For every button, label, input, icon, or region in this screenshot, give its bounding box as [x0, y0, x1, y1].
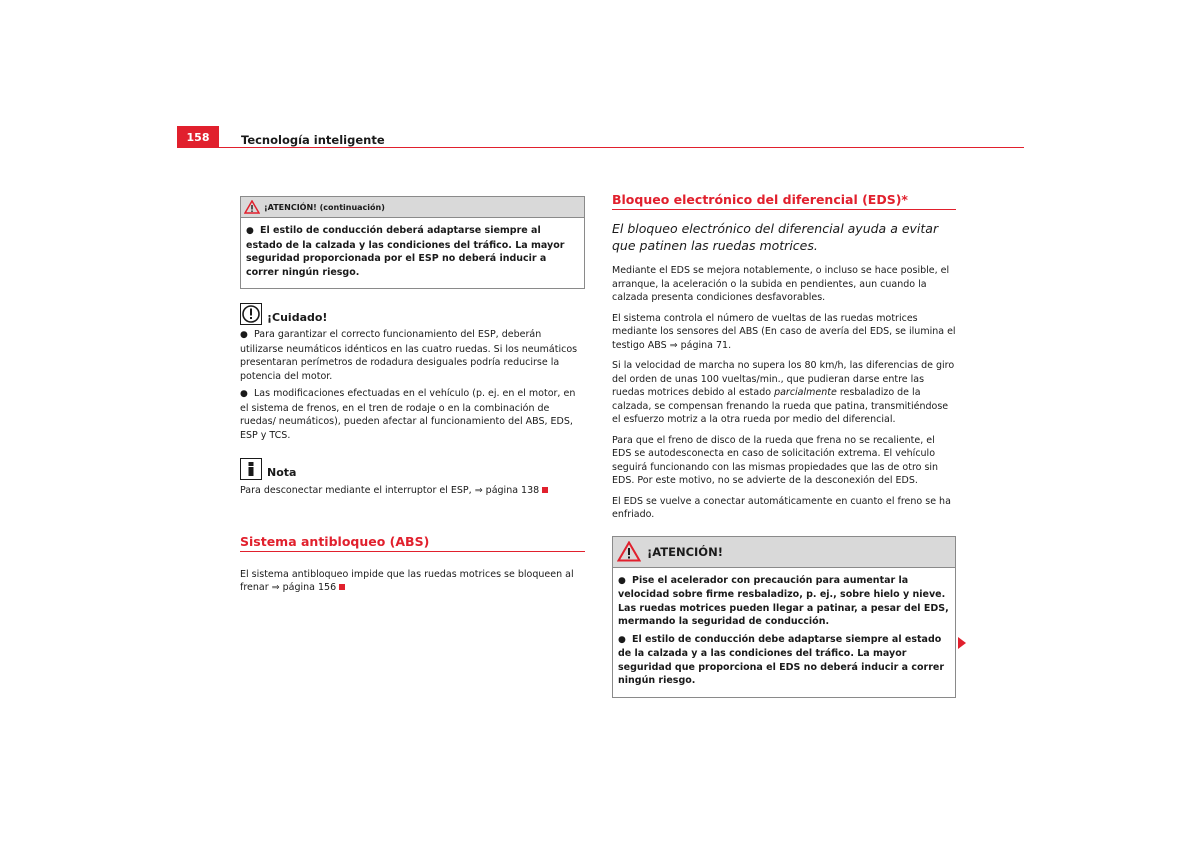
bullet: ● — [240, 330, 248, 340]
end-of-section-mark — [339, 584, 345, 590]
warning-body — [613, 568, 955, 697]
eds-paragraph-4: Para que el freno de disco de la rueda que frena no se recaliente, el EDS se autodesconecta en caso de solicitación extrema. El vehículo seguirá funcionando con las mismas propiedades que las de otro sin EDS. Por este motivo, no se advierte de la desconexión del EDS. — [612, 434, 939, 486]
bullet: ● — [246, 226, 254, 236]
eds-lead: El bloqueo electrónico del diferencial ayuda a evitar que patinen las ruedas motrices. — [612, 221, 939, 253]
caution-item — [240, 328, 585, 383]
note-header — [240, 458, 585, 480]
caution-header — [240, 303, 585, 325]
section-title-abs: Sistema antibloqueo (ABS) — [240, 534, 585, 552]
eds-paragraph-2: El sistema controla el número de vueltas de las ruedas motrices mediante los sensores del ABS (En caso de avería del EDS, se ilumina el testigo ABS ⇒ página 71. — [612, 312, 956, 351]
eds-paragraph-3-a: Si la velocidad de marcha no supera los 80 km/h, las diferencias de giro del orden de unas 100 vueltas/min., que pudieran darse entre las ruedas motrices debido al estado — [612, 360, 955, 398]
caution-text: Para garantizar el correcto funcionamiento del ESP, deberán utilizarse neumáticos idénticos en las cuatro ruedas. Si los neumáticos presentaran perímetros de rodadura desiguales podría reducirse la potencia del motor. — [240, 329, 578, 382]
eds-paragraph-3-emphasis: parcialmente — [774, 387, 837, 398]
abs-text-block — [240, 568, 585, 595]
warning-triangle-icon — [617, 541, 641, 562]
caution-text: Las modificaciones efectuadas en el vehículo (p. ej. en el motor, en el sistema de frenos, en el tren de rodaje o en la combinación de ruedas/ neumáticos), pueden afectar al funcionamiento del ABS, EDS, ESP y TCS. — [240, 388, 576, 441]
end-of-section-mark — [542, 487, 548, 493]
note-title: Nota — [267, 466, 297, 479]
next-page-arrow-icon — [958, 637, 966, 649]
left-column — [240, 196, 585, 595]
running-header-title: Tecnología inteligente — [241, 133, 385, 147]
eds-paragraph-1: Mediante el EDS se mejora notablemente, o incluso se hace posible, el arranque, la aceleración o la subida en pendientes, aun cuando la calzada presenta condiciones desfavorables. — [612, 265, 950, 303]
right-column — [612, 192, 956, 698]
eds-paragraph-3 — [612, 359, 956, 427]
warning-continued-item — [246, 224, 579, 279]
warning-continued-text: El estilo de conducción deberá adaptarse siempre al estado de la calzada y las condiciones del tráfico. La mayor seguridad proporcionada por el ESP no deberá inducir a correr ningún riesgo. — [246, 225, 565, 278]
warning-title: ¡ATENCIÓN! — [647, 544, 723, 559]
warning-continued-body — [241, 218, 584, 288]
warning-header — [613, 537, 955, 568]
bullet: ● — [618, 575, 626, 586]
warning-text: Pise el acelerador con precaución para aumentar la velocidad sobre firme resbaladizo, p. ej., sobre hielo y nieve. Las ruedas motrices pueden llegar a patinar, a pesar del EDS, mermando la seguridad de conducción. — [618, 574, 949, 627]
caution-title: ¡Cuidado! — [267, 311, 328, 324]
warning-continued-header — [241, 197, 584, 218]
exclamation-circle-icon — [240, 303, 262, 325]
warning-triangle-icon — [244, 200, 260, 214]
page-number: 158 — [177, 126, 219, 148]
warning-continued-box — [240, 196, 585, 289]
abs-text: El sistema antibloqueo impide que las ruedas motrices se bloqueen al frenar ⇒ página 156 — [240, 568, 574, 593]
warning-item — [618, 574, 950, 629]
eds-paragraph-3-b: resbaladizo de la calzada, se compensan frenando la rueda que patina, transmitiéndose el esfuerzo motriz a la otra rueda por medio del diferencial. — [612, 387, 949, 425]
bullet: ● — [618, 634, 626, 645]
bullet: ● — [240, 389, 248, 399]
warning-text: El estilo de conducción debe adaptarse siempre al estado de la calzada y a las condiciones del tráfico. La mayor seguridad que proporciona el EDS no deberá inducir a correr ningún riesgo. — [618, 633, 945, 686]
warning-item — [618, 633, 950, 688]
note-text: Para desconectar mediante el interruptor el ESP, ⇒ página 138 — [240, 485, 540, 496]
eds-paragraph-5: El EDS se vuelve a conectar automáticamente en cuanto el freno se ha enfriado. — [612, 495, 951, 520]
header-rule — [219, 147, 1024, 148]
section-title-eds: Bloqueo electrónico del diferencial (EDS)* — [612, 192, 956, 210]
warning-continued-title: ¡ATENCIÓN! (continuación) — [264, 202, 385, 212]
info-icon — [240, 458, 262, 480]
caution-item — [240, 387, 585, 442]
note-text-block — [240, 484, 585, 498]
warning-box — [612, 536, 956, 698]
